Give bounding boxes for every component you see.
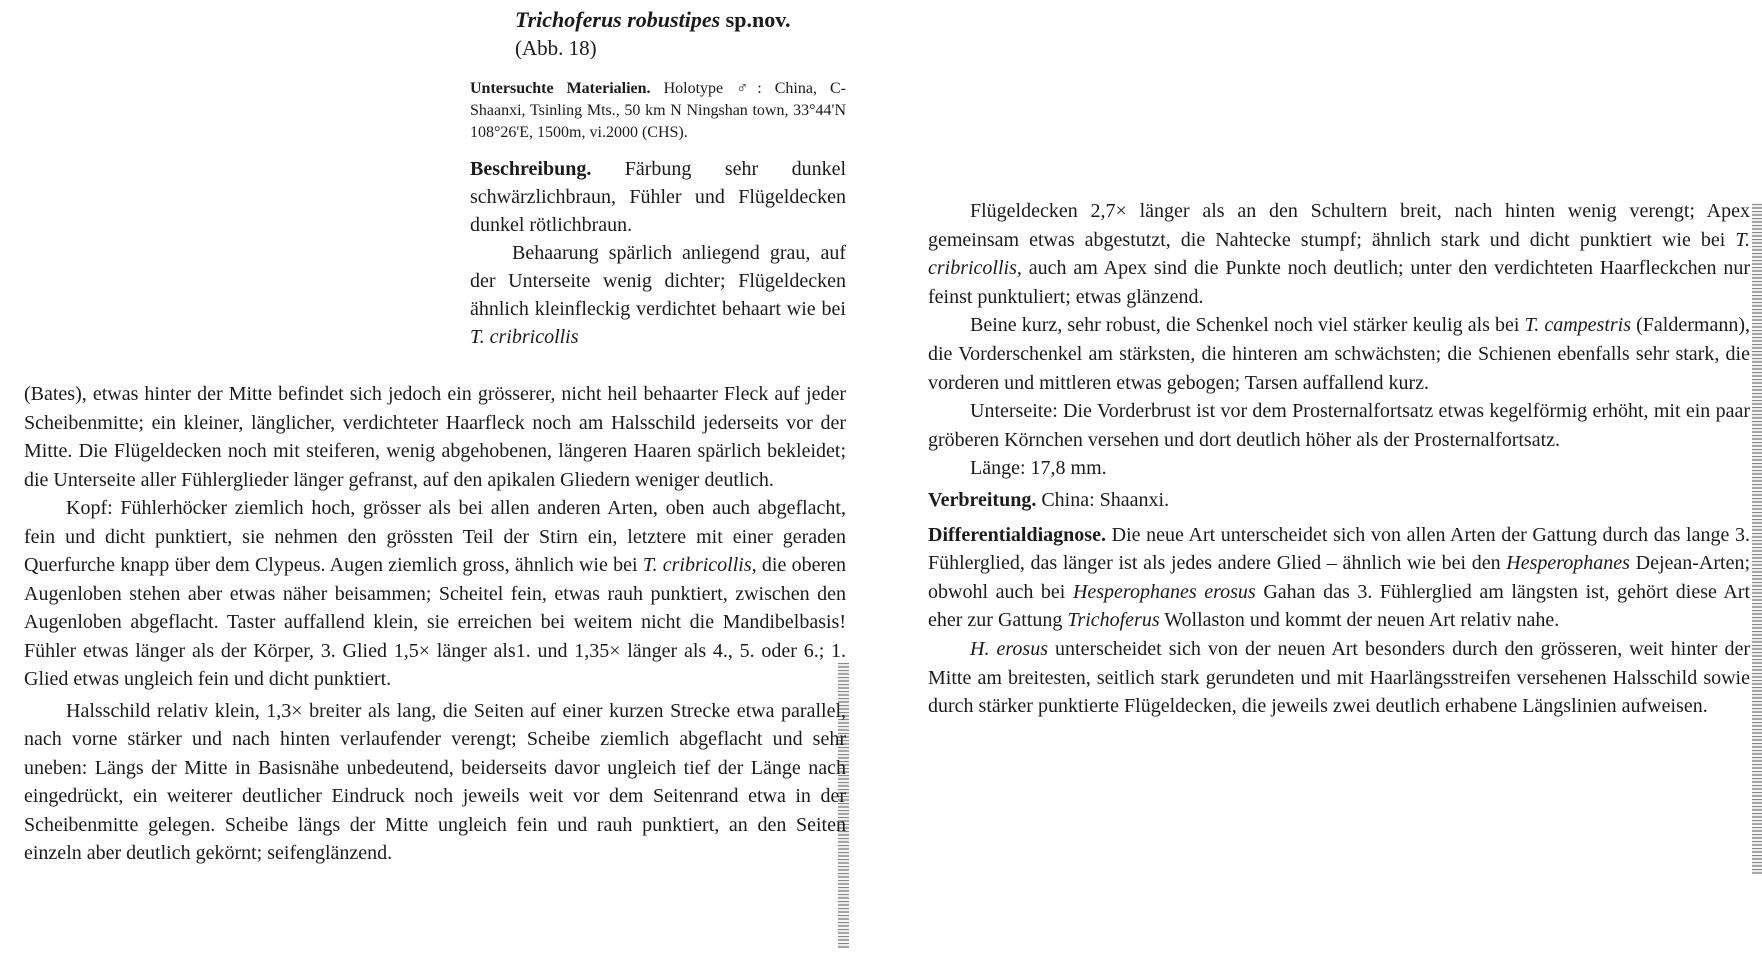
description-section	[470, 155, 846, 351]
species-status: sp.nov.	[725, 7, 791, 32]
description-pubescence	[470, 239, 846, 351]
species-reference: T. cribricollis,	[642, 554, 757, 576]
species-reference: T. campestris	[1524, 314, 1632, 337]
species-reference: T. cribricollis	[470, 326, 579, 348]
distribution-label: Verbreitung.	[928, 488, 1037, 511]
elytra-text-continued: auch am Apex sind die Punkte noch deutlich; unter den verdichteten Haarfleckchen nur feinst punktuliert; etwas glänzend.	[928, 257, 1750, 308]
species-name: Trichoferus robustipes	[515, 7, 721, 32]
materials-section	[470, 78, 846, 144]
right-column	[928, 197, 1750, 721]
diagnosis-text: Wollaston und kommt der neuen Art relativ nahe.	[1164, 609, 1560, 632]
coloration-text: Färbung sehr dunkel schwärzlichbraun, Fühler und Flügeldecken dunkel rötlichbraun.	[470, 158, 846, 236]
genus-reference: Hesperophanes	[1506, 552, 1630, 575]
species-heading	[515, 6, 790, 62]
diagnosis-text: Dejean-Arten; obwohl auch bei	[928, 552, 1751, 603]
species-reference: T. cribricollis,	[928, 228, 1751, 280]
distribution-paragraph	[928, 486, 1750, 515]
length-paragraph: Länge: 17,8 mm.	[970, 457, 1107, 480]
elytra-text: Flügeldecken 2,7× länger als an den Schultern breit, nach hinten wenig verengt; Apex gemeinsam etwas abgestutzt, die Nahtecke stumpf; ähnlich stark und dicht punktiert wie bei	[928, 200, 1750, 251]
diagnosis-text: Die neue Art unterscheidet sich von allen Arten der Gattung durch das lange 3. Fühlerglied, das länger ist als jedes andere Glied – ähnlich wie bei den	[928, 523, 1751, 575]
scan-edge-artifact	[1752, 202, 1762, 874]
underside-paragraph: Unterseite: Die Vorderbrust ist vor dem Prosternalfortsatz etwas kegelförmig erhöht, mit ein paar gröberen Körnchen versehen und dort deutlich höher als der Prosternalfortsatz.	[928, 400, 1750, 451]
comparison-text: unterscheidet sich von der neuen Art besonders durch den grösseren, weit hinter der Mitte am breitesten, seitlich stark gerundeten und mit Haarlängsstreifen versehenen Halsschild sowie durch stärker punktierte Flügeldecken, die jeweils zwei deutlich erhabene Längslinien aufweisen.	[928, 637, 1751, 718]
pronotum-paragraph: Halsschild relativ klein, 1,3× breiter als lang, die Seiten auf einer kurzen Strecke etwa parallel, nach vorne stärker und nach hinten verlaufender verengt; Scheibe ziemlich abgeflacht und sehr uneben: Längs der Mitte in Basisnähe unbedeutend, beiderseits davor ungleich tief der Länge nach eingedrückt, ein weiterer deutlicher Eindruck noch jeweils weit vor dem Seitenrand etwa in der Scheibenmitte gelegen. Scheibe längs der Mitte ungleich fein und rauh punktiert, an den Seiten einzeln aber deutlich gekörnt; seifenglänzend.	[24, 699, 846, 864]
figure-reference: (Abb. 18)	[515, 36, 597, 60]
elytra-paragraph	[928, 197, 1750, 311]
left-column	[24, 380, 846, 868]
head-paragraph	[24, 494, 846, 694]
legs-text: Beine kurz, sehr robust, die Schenkel noch viel stärker keulig als bei	[970, 314, 1520, 337]
species-reference: Hesperophanes erosus	[1072, 580, 1256, 603]
pubescence-text: Behaarung spärlich anliegend grau, auf der Unterseite wenig dichter; Flügeldecken ähnlich kleinfleckig verdichtet behaart wie bei	[470, 242, 846, 320]
diagnosis-label: Differentialdiagnose.	[928, 523, 1106, 546]
description-label: Beschreibung.	[470, 158, 592, 180]
genus-reference: Trichoferus	[1067, 609, 1160, 632]
diagnosis-text: Gahan das 3. Fühlerglied am längsten ist, gehört diese Art eher zur Gattung	[928, 580, 1751, 632]
diagnosis-paragraph	[928, 521, 1750, 635]
description-coloration	[470, 155, 846, 239]
comparison-paragraph	[928, 635, 1750, 721]
pubescence-continued: (Bates), etwas hinter der Mitte befindet sich jedoch ein grösserer, nicht heil behaarter Fleck auf jeder Scheibenmitte; ein kleiner, länglicher, verdichteter Haarfleck noch am Halsschild jederseits vor der Mitte. Die Flügeldecken noch mit steiferen, wenig abgehobenen, längeren Haaren spärlich bekleidet; die Unterseite aller Fühlerglieder länger gefranst, auf den apikalen Gliedern weniger deutlich.	[24, 383, 846, 491]
head-text-continued: die oberen Augenloben stehen aber etwas näher beisammen; Scheitel fein, etwas rauh punktiert, zwischen den Augenloben abgeflacht. Taster auffallend klein, sie erreichen bei weitem nicht die Mandibelbasis! Fühler etwas länger als der Körper, 3. Glied 1,5× länger als1. und 1,35× länger als 4., 5. oder 6.; 1. Glied etwas ungleich fein und dicht punktiert.	[24, 554, 847, 690]
head-text: Kopf: Fühlerhöcker ziemlich hoch, grösser als bei allen anderen Arten, oben auch abgeflacht, fein und dicht punktiert, sie nehmen den grössten Teil der Stirn ein, letztere mit einer geraden Querfurche knapp über dem Clypeus. Augen ziemlich gross, ähnlich wie bei	[24, 497, 846, 576]
distribution-text: China: Shaanxi.	[1041, 488, 1170, 511]
legs-text-continued: (Faldermann), die Vorderschenkel am stärksten, die hinteren am schwächsten; die Schienen ebenfalls sehr stark, die vorderen und mittleren etwas gebogen; Tarsen auffallend kurz.	[928, 314, 1750, 394]
materials-label: Untersuchte Materialien.	[470, 80, 651, 97]
legs-paragraph	[928, 311, 1750, 397]
species-title	[515, 6, 790, 34]
materials-text: Holotype ♂: China, C-Shaanxi, Tsinling Mts., 50 km N Ningshan town, 33°44'N 108°26'E, 1500m, vi.2000 (CHS).	[470, 80, 846, 141]
species-reference: H. erosus	[970, 637, 1048, 660]
